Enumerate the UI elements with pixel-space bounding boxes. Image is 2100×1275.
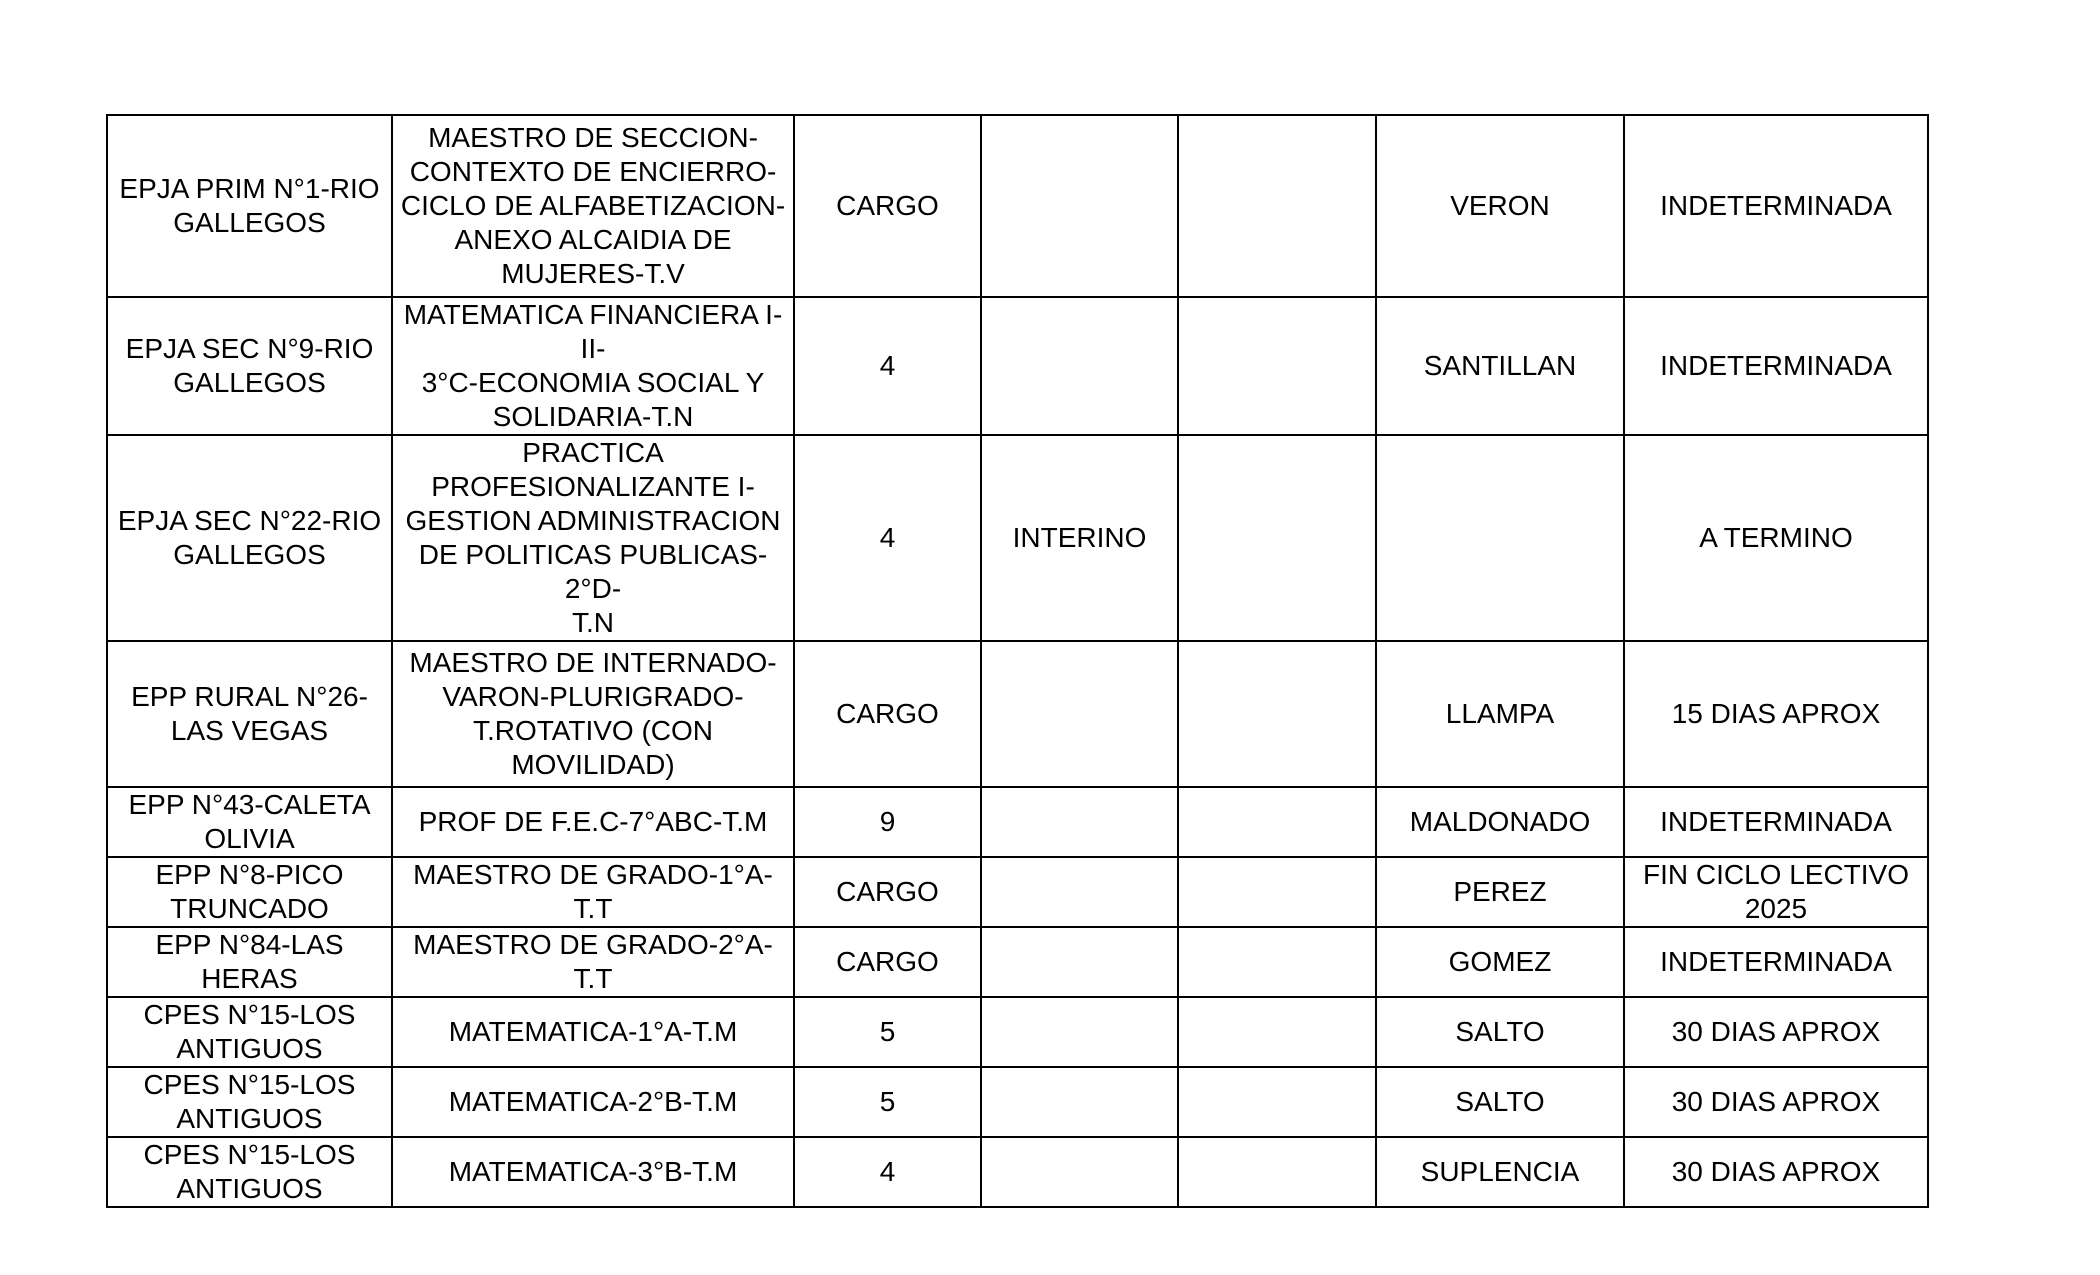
cell-replaces: SUPLENCIA (1376, 1137, 1624, 1207)
cell-school: EPJA SEC N°22-RIO GALLEGOS (107, 435, 392, 641)
cell-school: EPJA PRIM N°1-RIO GALLEGOS (107, 115, 392, 297)
cell-replaces (1376, 435, 1624, 641)
cell-school: CPES N°15-LOS ANTIGUOS (107, 997, 392, 1067)
cell-hours: CARGO (794, 927, 981, 997)
cell-duration: 30 DIAS APROX (1624, 1067, 1928, 1137)
cell-position: MATEMATICA-2°B-T.M (392, 1067, 794, 1137)
cell-duration: 30 DIAS APROX (1624, 1137, 1928, 1207)
cell-duration: 30 DIAS APROX (1624, 997, 1928, 1067)
cell-empty (1178, 1137, 1376, 1207)
cell-replaces: VERON (1376, 115, 1624, 297)
cell-school: EPP N°43-CALETA OLIVIA (107, 787, 392, 857)
cell-position: MAESTRO DE GRADO-1°A- T.T (392, 857, 794, 927)
cell-duration: INDETERMINADA (1624, 115, 1928, 297)
cell-empty (1178, 997, 1376, 1067)
cell-replaces: GOMEZ (1376, 927, 1624, 997)
cell-status (981, 857, 1178, 927)
cell-empty (1178, 435, 1376, 641)
cell-hours: 4 (794, 1137, 981, 1207)
cell-school: EPP RURAL N°26- LAS VEGAS (107, 641, 392, 787)
cell-empty (1178, 787, 1376, 857)
cell-empty (1178, 297, 1376, 435)
table-row (107, 997, 1928, 1067)
cell-school: EPP N°84-LAS HERAS (107, 927, 392, 997)
cell-position: MAESTRO DE GRADO-2°A- T.T (392, 927, 794, 997)
cell-hours: 9 (794, 787, 981, 857)
cell-hours: 4 (794, 435, 981, 641)
cell-duration: INDETERMINADA (1624, 927, 1928, 997)
cell-duration: INDETERMINADA (1624, 787, 1928, 857)
cell-status (981, 997, 1178, 1067)
table-row (107, 927, 1928, 997)
cell-status (981, 787, 1178, 857)
cell-position: MAESTRO DE INTERNADO- VARON-PLURIGRADO- T.ROTATIVO (CON MOVILIDAD) (392, 641, 794, 787)
cell-hours: 4 (794, 297, 981, 435)
cell-school: CPES N°15-LOS ANTIGUOS (107, 1067, 392, 1137)
table-row (107, 115, 1928, 297)
cell-empty (1178, 1067, 1376, 1137)
cell-status: INTERINO (981, 435, 1178, 641)
cell-duration: INDETERMINADA (1624, 297, 1928, 435)
cell-position: MATEMATICA FINANCIERA I-II- 3°C-ECONOMIA SOCIAL Y SOLIDARIA-T.N (392, 297, 794, 435)
cell-empty (1178, 927, 1376, 997)
cell-duration: 15 DIAS APROX (1624, 641, 1928, 787)
cell-position: MATEMATICA-3°B-T.M (392, 1137, 794, 1207)
cell-status (981, 115, 1178, 297)
cell-school: CPES N°15-LOS ANTIGUOS (107, 1137, 392, 1207)
cell-hours: CARGO (794, 641, 981, 787)
cell-position: MAESTRO DE SECCION- CONTEXTO DE ENCIERRO- CICLO DE ALFABETIZACION- ANEXO ALCAIDIA DE MUJERES-T.V (392, 115, 794, 297)
cell-hours: 5 (794, 1067, 981, 1137)
vacancy-table (106, 114, 1929, 1208)
cell-position: PROF DE F.E.C-7°ABC-T.M (392, 787, 794, 857)
cell-replaces: MALDONADO (1376, 787, 1624, 857)
cell-status (981, 641, 1178, 787)
cell-replaces: SALTO (1376, 997, 1624, 1067)
cell-hours: CARGO (794, 115, 981, 297)
cell-status (981, 297, 1178, 435)
cell-hours: CARGO (794, 857, 981, 927)
cell-status (981, 1067, 1178, 1137)
table-row (107, 641, 1928, 787)
cell-school: EPJA SEC N°9-RIO GALLEGOS (107, 297, 392, 435)
table-row (107, 297, 1928, 435)
cell-hours: 5 (794, 997, 981, 1067)
cell-replaces: PEREZ (1376, 857, 1624, 927)
cell-position: PRACTICA PROFESIONALIZANTE I- GESTION ADMINISTRACION DE POLITICAS PUBLICAS-2°D- T.N (392, 435, 794, 641)
cell-replaces: SALTO (1376, 1067, 1624, 1137)
cell-position: MATEMATICA-1°A-T.M (392, 997, 794, 1067)
cell-status (981, 1137, 1178, 1207)
cell-status (981, 927, 1178, 997)
table-row (107, 1067, 1928, 1137)
cell-empty (1178, 641, 1376, 787)
cell-duration: FIN CICLO LECTIVO 2025 (1624, 857, 1928, 927)
table-row (107, 857, 1928, 927)
cell-empty (1178, 115, 1376, 297)
table-row (107, 435, 1928, 641)
cell-empty (1178, 857, 1376, 927)
cell-replaces: LLAMPA (1376, 641, 1624, 787)
cell-school: EPP N°8-PICO TRUNCADO (107, 857, 392, 927)
cell-duration: A TERMINO (1624, 435, 1928, 641)
cell-replaces: SANTILLAN (1376, 297, 1624, 435)
table-row (107, 1137, 1928, 1207)
table-row (107, 787, 1928, 857)
